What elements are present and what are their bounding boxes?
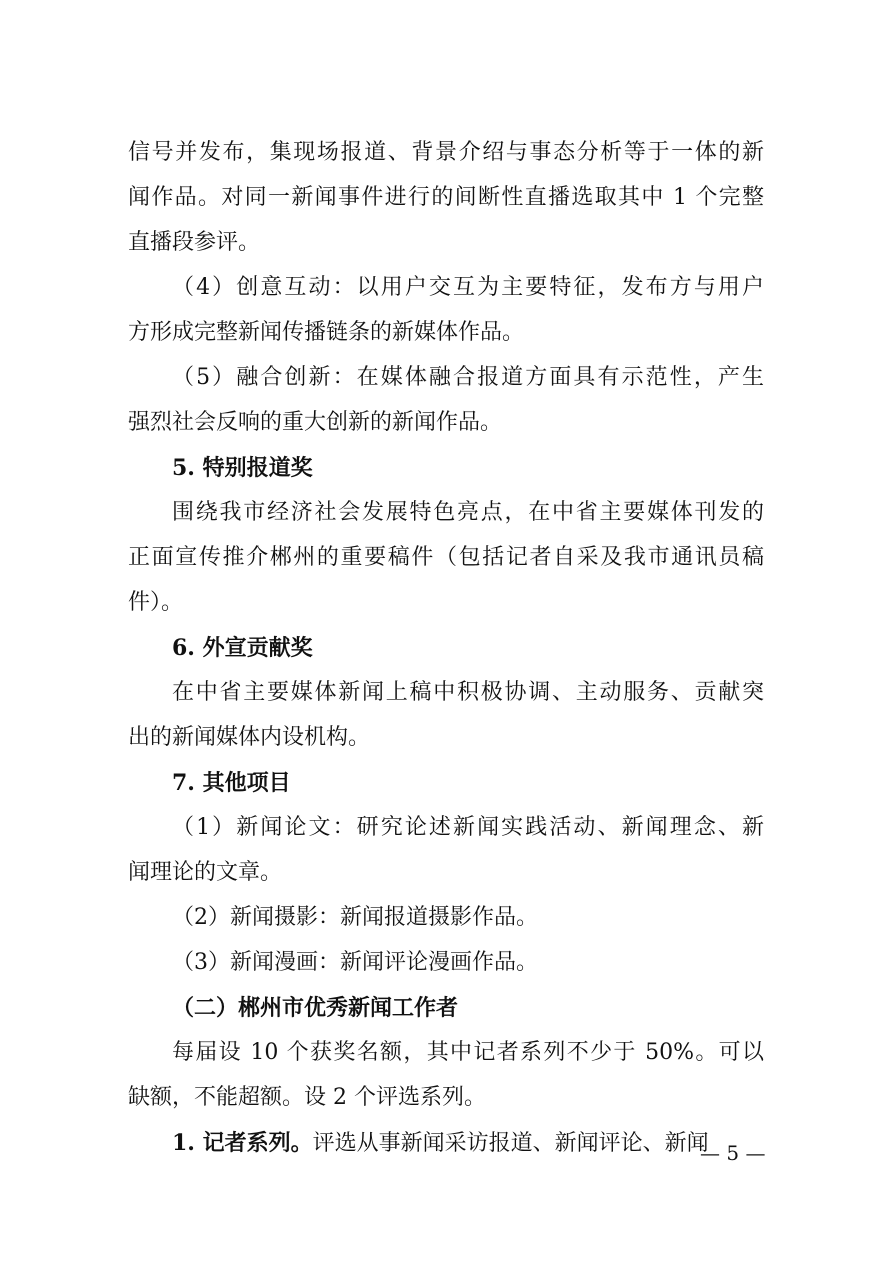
paragraph-line: （2）新闻摄影：新闻报道摄影作品。 xyxy=(172,905,538,930)
paragraph-line: （3）新闻漫画：新闻评论漫画作品。 xyxy=(172,950,538,975)
reporter-series-label: 1. 记者系列。 xyxy=(172,1130,313,1156)
paragraph-line: 件）。 xyxy=(128,590,184,615)
paragraph-line: 强烈社会反响的重大创新的新闻作品。 xyxy=(128,410,503,435)
heading-other-items: 7. 其他项目 xyxy=(172,770,291,796)
heading-external-publicity-award: 6. 外宣贡献奖 xyxy=(172,635,313,661)
paragraph-line: 闻理论的文章。 xyxy=(128,860,283,885)
paragraph-line: （4）创意互动：以用户交互为主要特征，发布方与用户 xyxy=(172,275,764,300)
heading-outstanding-journalists: （二）郴州市优秀新闻工作者 xyxy=(172,995,459,1021)
reporter-series-text: 评选从事新闻采访报道、新闻评论、新闻 xyxy=(312,1131,709,1156)
paragraph-line: 围绕我市经济社会发展特色亮点，在中省主要媒体刊发的 xyxy=(172,500,764,525)
paragraph-line: （1）新闻论文：研究论述新闻实践活动、新闻理念、新 xyxy=(172,815,764,840)
paragraph-line: 方形成完整新闻传播链条的新媒体作品。 xyxy=(128,320,525,345)
paragraph-line: 闻作品。对同一新闻事件进行的间断性直播选取其中 1 个完整 xyxy=(128,185,764,210)
paragraph-line: 缺额，不能超额。设 2 个评选系列。 xyxy=(128,1085,486,1110)
paragraph-line: 出的新闻媒体内设机构。 xyxy=(128,725,371,750)
page-number: — 5 — xyxy=(700,1141,766,1165)
heading-special-report-award: 5. 特别报道奖 xyxy=(172,455,313,481)
paragraph-line: （5）融合创新：在媒体融合报道方面具有示范性，产生 xyxy=(172,365,764,390)
paragraph-line: 直播段参评。 xyxy=(128,230,261,255)
paragraph-line: 在中省主要媒体新闻上稿中积极协调、主动服务、贡献突 xyxy=(172,680,764,705)
paragraph-line xyxy=(172,1128,712,1159)
paragraph-line: 每届设 10 个获奖名额，其中记者系列不少于 50%。可以 xyxy=(172,1040,764,1065)
paragraph-line: 信号并发布，集现场报道、背景介绍与事态分析等于一体的新 xyxy=(128,140,764,165)
paragraph-line: 正面宣传推介郴州的重要稿件（包括记者自采及我市通讯员稿 xyxy=(128,545,764,570)
